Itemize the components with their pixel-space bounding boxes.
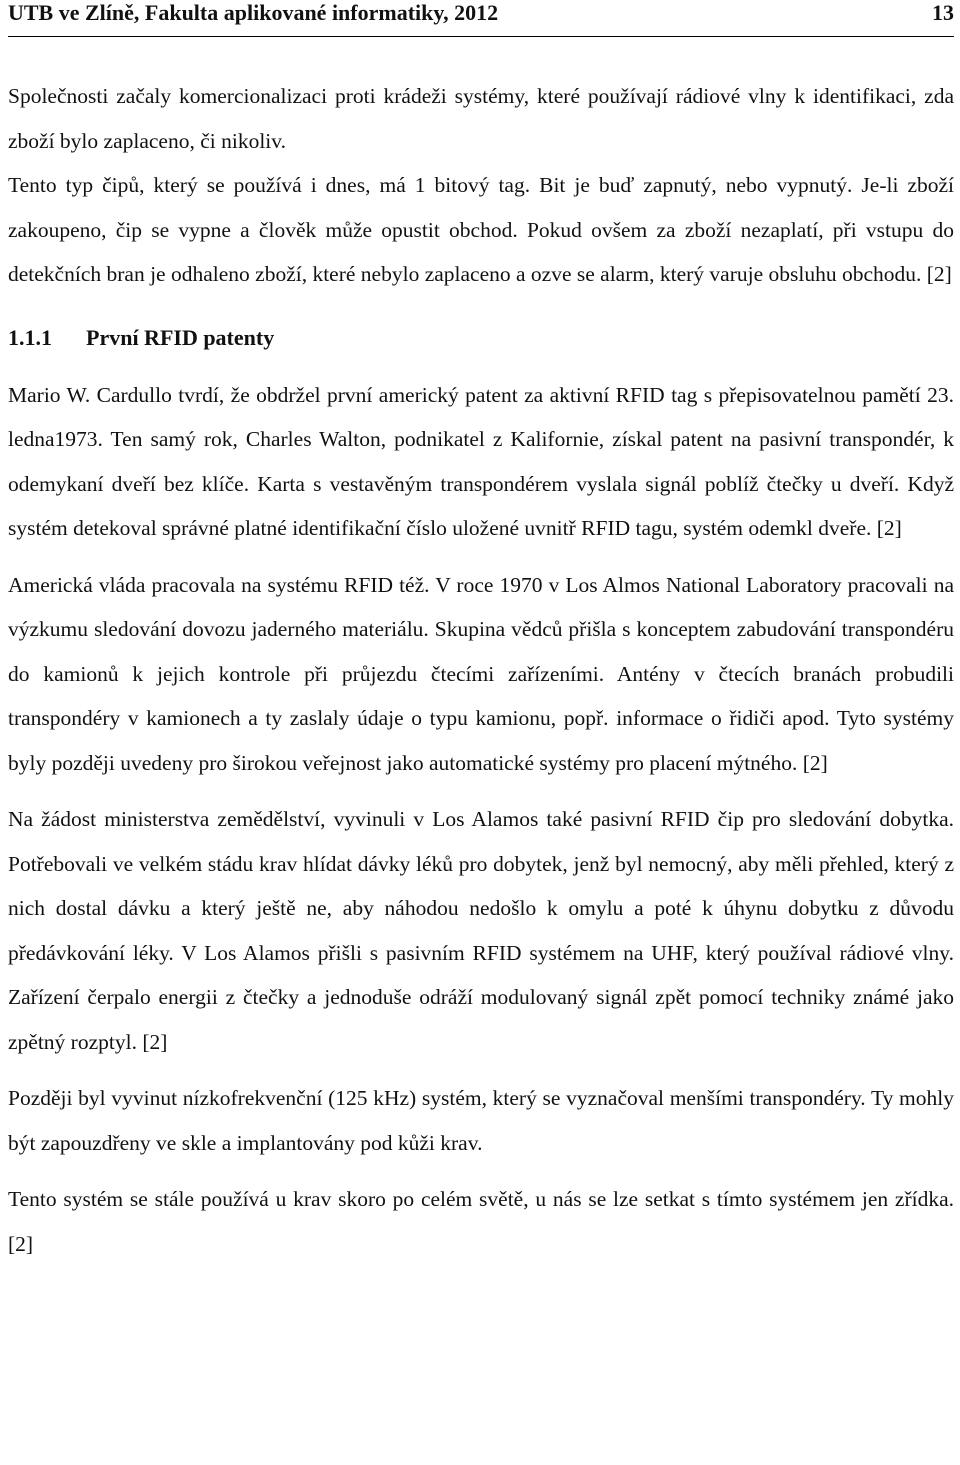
page-number: 13	[932, 0, 954, 25]
document-body	[8, 74, 954, 1266]
paragraph: Mario W. Cardullo tvrdí, že obdržel první americký patent za aktivní RFID tag s přepisovatelnou pamětí 23. ledna1973. Ten samý rok, Charles Walton, podnikatel z Kalifornie, získal patent na pasivní transpondér, k odemykaní dveří bez klíče. Karta s vestavěným transpondérem vyslala signál poblíž čtečky u dveří. Když systém detekoval správné platné identifikační číslo uložené uvnitř RFID tagu, systém odemkl dveře. [2]	[8, 382, 954, 540]
paragraph: Později byl vyvinut nízkofrekvenční (125 kHz) systém, který se vyznačoval menšími transpondéry. Ty mohly být zapouzdřeny ve skle a implantovány pod kůži krav.	[8, 1086, 954, 1155]
header-title: UTB ve Zlíně, Fakulta aplikované informatiky, 2012	[8, 0, 499, 25]
paragraph: Na žádost ministerstva zemědělství, vyvinuli v Los Alamos také pasivní RFID čip pro sledování dobytka. Potřebovali ve velkém stádu krav hlídat dávky léků pro dobytek, jenž byl nemocný, aby měli přehled, který z nich dostal dávku a který ještě ne, aby náhodou nedošlo k omylu a poté k úhynu dobytku z důvodu předávkování léky. V Los Alamos přišli s pasivním RFID systémem na UHF, který používal rádiové vlny. Zařízení čerpalo energii z čtečky a jednoduše odráží modulovaný signál zpět pomocí techniky známé jako zpětný rozptyl. [2]	[8, 807, 954, 1054]
section-heading	[8, 325, 954, 351]
paragraph: Tento systém se stále používá u krav skoro po celém světě, u nás se lze setkat s tímto systémem jen zřídka. [2]	[8, 1187, 954, 1256]
section-title: První RFID patenty	[86, 324, 275, 350]
paragraph: Společnosti začaly komercionalizaci proti krádeži systémy, které používají rádiové vlny k identifikaci, zda zboží bylo zaplaceno, či nikoliv.	[8, 84, 954, 153]
paragraph: Americká vláda pracovala na systému RFID též. V roce 1970 v Los Almos National Laboratory pracovali na výzkumu sledování dovozu jaderného materiálu. Skupina vědců přišla s konceptem zabudování transpondéru do kamionů k jejich kontrole při průjezdu čtecími zařízeními. Antény v čtecích branách probudili transpondéry v kamionech a ty zaslaly údaje o typu kamionu, popř. informace o řidiči apod. Tyto systémy byly později uvedeny pro širokou veřejnost jako automatické systémy pro placení mýtného. [2]	[8, 572, 954, 775]
section-number: 1.1.1	[8, 324, 52, 350]
page-header	[8, 0, 954, 37]
paragraph: Tento typ čipů, který se používá i dnes, má 1 bitový tag. Bit je buď zapnutý, nebo vypnutý. Je-li zboží zakoupeno, čip se vypne a člověk může opustit obchod. Pokud ovšem za zboží nezaplatí, při vstupu do detekčních bran je odhaleno zboží, které nebylo zaplaceno a ozve se alarm, který varuje obsluhu obchodu. [2]	[8, 173, 954, 286]
